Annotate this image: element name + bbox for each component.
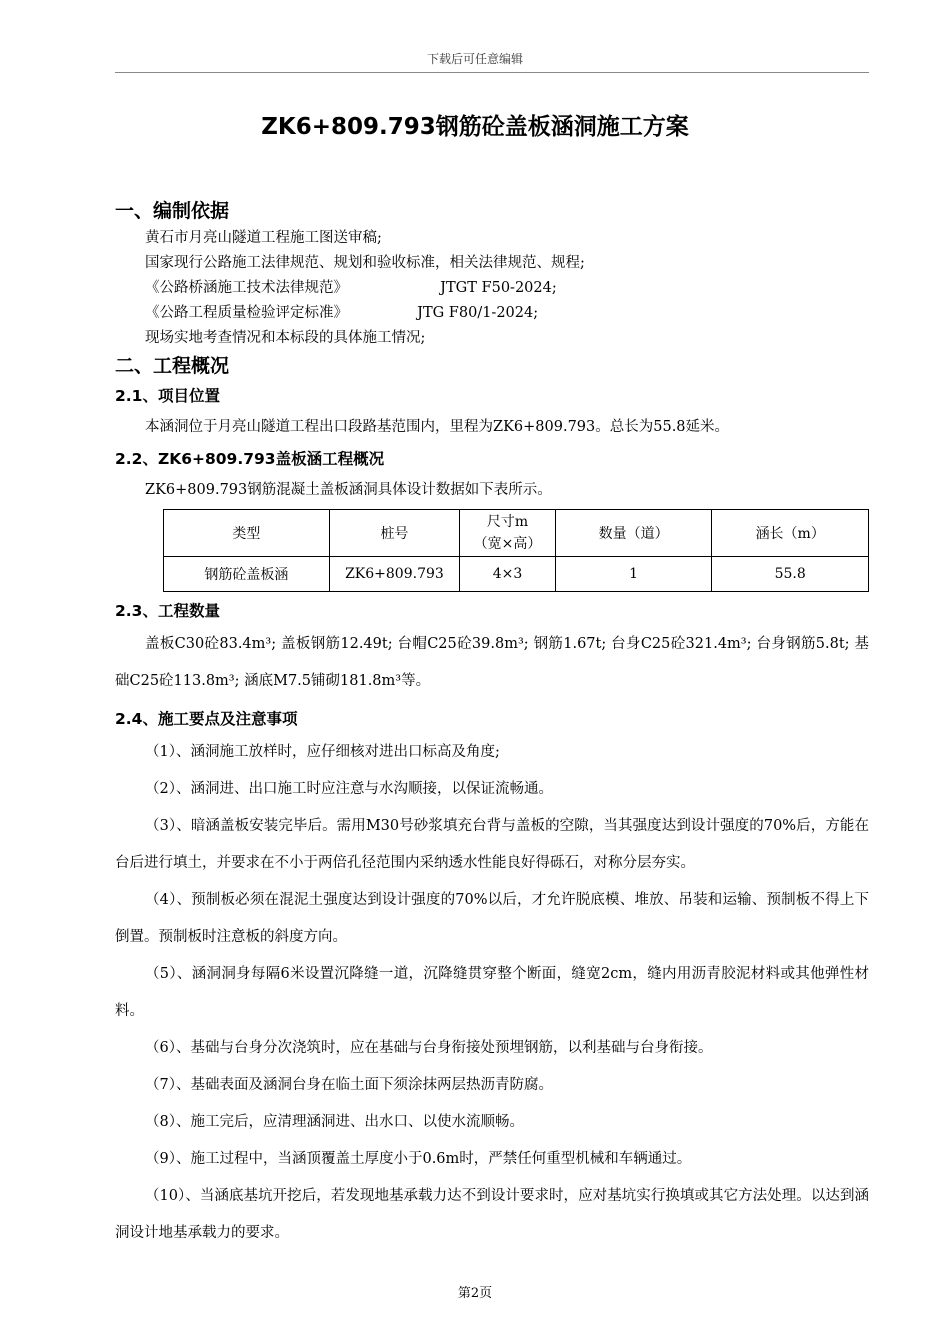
size-label: 尺寸m: [486, 514, 529, 530]
document-body: [115, 196, 869, 1252]
note-item: （8）、施工完后，应清理涵洞进、出水口、以使水流顺畅。: [145, 1114, 524, 1130]
reference-item: 现场实地考查情况和本标段的具体施工情况;: [145, 330, 426, 346]
header-rule: [115, 72, 869, 73]
section-2-1-text: 本涵洞位于月亮山隧道工程出口段路基范围内，里程为ZK6+809.793。总长为55.8延米。: [145, 419, 730, 435]
size-sub-label: （宽×高）: [473, 536, 542, 552]
notes-list: [115, 734, 869, 1252]
note-item: （2）、涵洞进、出口施工时应注意与水沟顺接，以保证流畅通。: [145, 781, 553, 797]
section-2-4-heading: 2.4、施工要点及注意事项: [115, 710, 298, 728]
header-cell-type: 类型: [164, 510, 330, 557]
section-2-heading: 二、工程概况: [115, 355, 230, 377]
reference-item: 国家现行公路施工法律规范、规划和验收标准，相关法律规范、规程;: [145, 255, 585, 271]
section-2-3-heading: 2.3、工程数量: [115, 602, 220, 620]
table-row: [164, 557, 869, 592]
reference-item: 《公路桥涵施工技术法律规范》 JTGT F50-2024;: [145, 280, 557, 296]
header-cell-size: [460, 510, 556, 557]
note-item: （4）、预制板必须在混泥土强度达到设计强度的70%以后，才允许脱底模、堆放、吊装和运输、预制板不得上下倒置。预制板时注意板的斜度方向。: [115, 892, 869, 945]
note-item: （1）、涵洞施工放样时，应仔细核对进出口标高及角度;: [145, 744, 500, 760]
page-header: 下载后可任意编辑: [426, 52, 523, 66]
note-item: （10）、当涵底基坑开挖后，若发现地基承载力达不到设计要求时，应对基坑实行换填或其它方法处理。以达到涵洞设计地基承载力的要求。: [115, 1188, 869, 1241]
table-cell: 钢筋砼盖板涵: [164, 557, 330, 592]
culvert-spec-table: [163, 509, 869, 592]
header-cell-length: 涵长（m）: [712, 510, 869, 557]
note-item: （3）、暗涵盖板安装完毕后。需用M30号砂浆填充台背与盖板的空隙，当其强度达到设计强度的70%后，方能在台后进行填土，并要求在不小于两倍孔径范围内采纳透水性能良好得砾石，对称分层夯实。: [115, 818, 869, 871]
section-2-2-heading: 2.2、ZK6+809.793盖板涵工程概况: [115, 450, 385, 468]
note-item: （9）、施工过程中，当涵顶覆盖土厚度小于0.6m时，严禁任何重型机械和车辆通过。: [145, 1151, 692, 1167]
header-cell-quantity: 数量（道）: [555, 510, 712, 557]
section-2-2-intro: ZK6+809.793钢筋混凝土盖板涵洞具体设计数据如下表所示。: [145, 482, 552, 498]
note-item: （5）、涵洞洞身每隔6米设置沉降缝一道，沉降缝贯穿整个断面，缝宽2cm，缝内用沥青胶泥材料或其他弹性材料。: [115, 966, 869, 1019]
note-item: （7）、基础表面及涵洞台身在临土面下须涂抹两层热沥青防腐。: [145, 1077, 553, 1093]
section-2-3-text: 盖板C30砼83.4m³; 盖板钢筋12.49t; 台帽C25砼39.8m³; 钢筋1.67t; 台身C25砼321.4m³; 台身钢筋5.8t; 基础C25砼113.8m³; 涵底M7.5铺砌181.8m³等。: [115, 636, 869, 689]
section-1-heading: 一、编制依据: [115, 200, 230, 222]
table-header-row: [164, 510, 869, 557]
reference-item: 黄石市月亮山隧道工程施工图送审稿;: [145, 230, 382, 246]
page-number: 第2页: [457, 1286, 493, 1301]
header-cell-station: 桩号: [329, 510, 459, 557]
table-cell: 55.8: [712, 557, 869, 592]
table-cell: 1: [555, 557, 712, 592]
note-item: （6）、基础与台身分次浇筑时，应在基础与台身衔接处预埋钢筋，以利基础与台身衔接。: [145, 1040, 713, 1056]
section-2-1-heading: 2.1、项目位置: [115, 387, 220, 405]
reference-item: 《公路工程质量检验评定标准》 JTG F80/1-2024;: [145, 305, 539, 321]
reference-list: [115, 226, 869, 351]
document-title: ZK6+809.793钢筋砼盖板涵洞施工方案: [261, 114, 689, 140]
table-cell: 4×3: [460, 557, 556, 592]
table-cell: ZK6+809.793: [329, 557, 459, 592]
